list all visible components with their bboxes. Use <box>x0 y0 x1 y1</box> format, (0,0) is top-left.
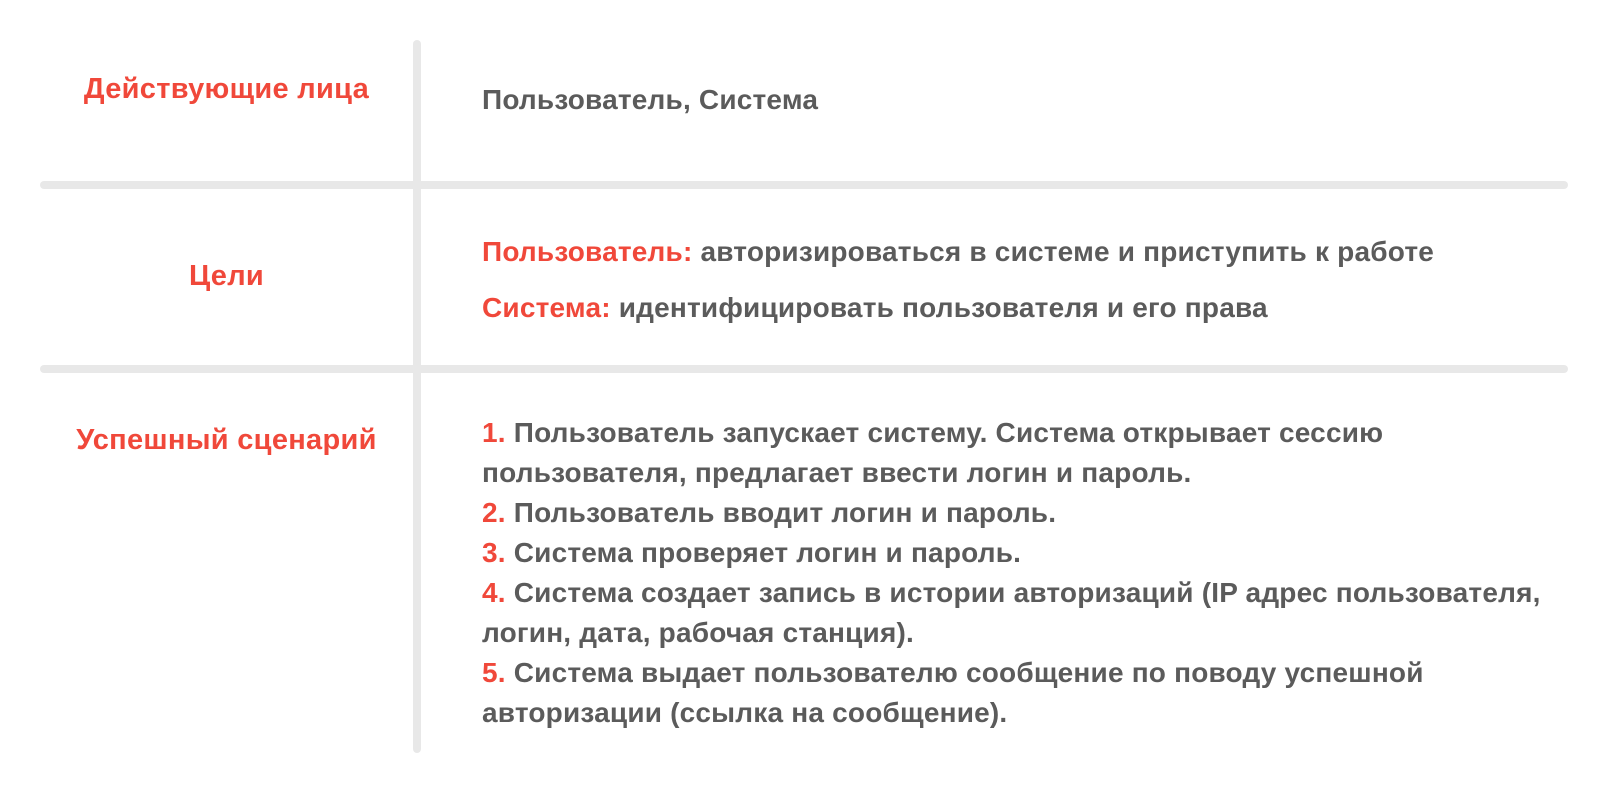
step-number: 1. <box>482 417 506 448</box>
goal-system-prefix: Система: <box>482 292 611 323</box>
step-text: Пользователь запускает систему. Система открывает сессию пользователя, предлагает ввести логин и пароль. <box>482 417 1384 488</box>
scenario-step-1 <box>482 413 1562 493</box>
step-number: 3. <box>482 537 506 568</box>
goal-user-prefix: Пользователь: <box>482 236 693 267</box>
step-text: Пользователь вводит логин и пароль. <box>505 497 1057 528</box>
row-divider-2 <box>40 365 1568 373</box>
column-divider <box>413 40 421 753</box>
actors-value: Пользователь, Система <box>482 84 819 115</box>
goal-system-text: идентифицировать пользователя и его права <box>610 292 1268 323</box>
step-number: 5. <box>482 657 506 688</box>
scenario-step-3 <box>482 533 1562 573</box>
step-number: 4. <box>482 577 506 608</box>
actors-label: Действующие лица <box>83 73 370 105</box>
step-number: 2. <box>482 497 506 528</box>
scenario-step-4 <box>482 573 1562 653</box>
goal-user-text: авторизироваться в системе и приступить к работе <box>692 236 1435 267</box>
row-divider-1 <box>40 181 1568 189</box>
scenario-step-5 <box>482 653 1562 733</box>
goal-system <box>482 288 1562 328</box>
goal-user <box>482 232 1562 272</box>
goals-label: Цели <box>188 260 265 292</box>
step-text: Система проверяет логин и пароль. <box>505 537 1022 568</box>
step-text: Система создает запись в истории авторизаций (IP адрес пользователя, логин, дата, рабочая станция). <box>482 577 1541 648</box>
scenario-steps <box>482 413 1562 733</box>
scenario-label: Успешный сценарий <box>76 424 377 456</box>
step-text: Система выдает пользователю сообщение по поводу успешной авторизации (ссылка на сообщение). <box>482 657 1424 728</box>
scenario-step-2 <box>482 493 1562 533</box>
goals-list <box>482 232 1562 344</box>
